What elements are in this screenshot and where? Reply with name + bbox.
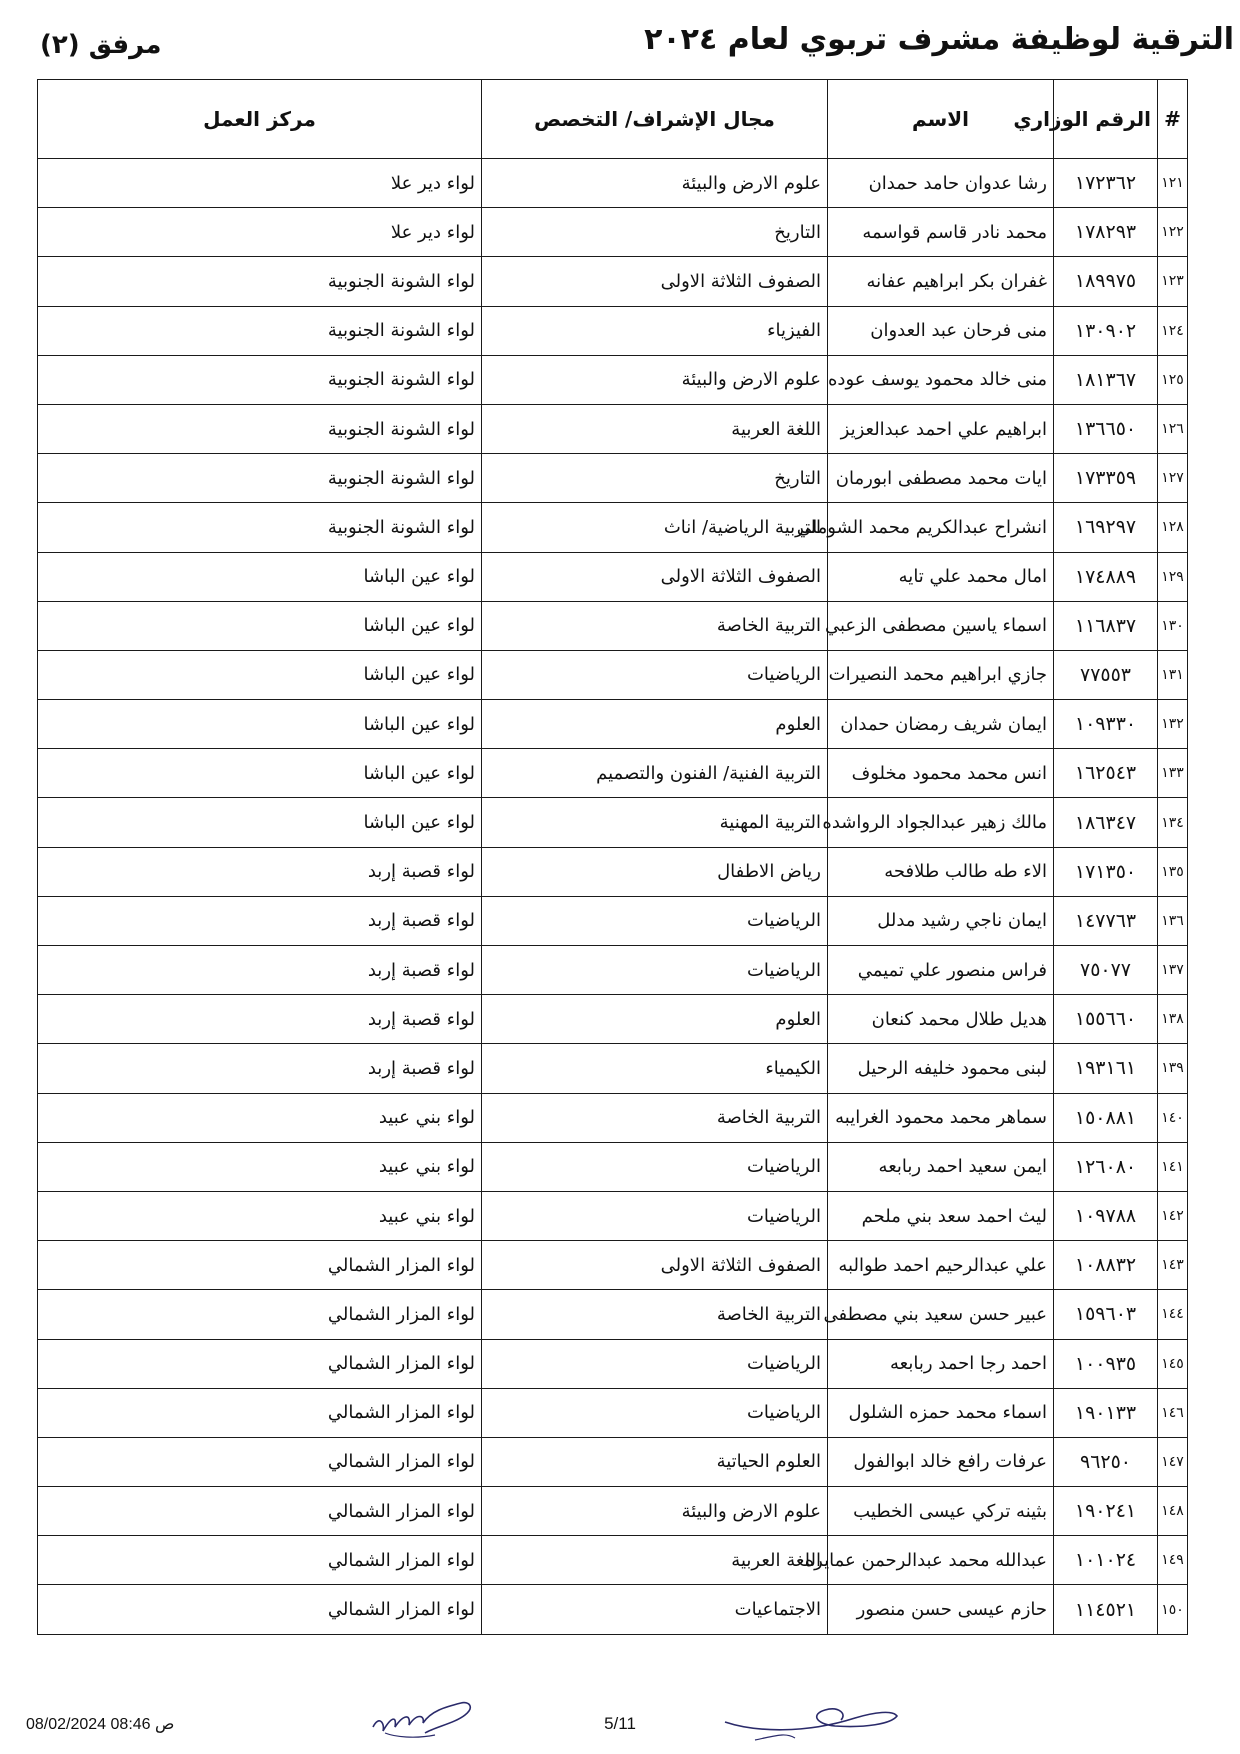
- employee-name: رشا عدوان حامد حمدان: [828, 159, 1054, 208]
- table-row: [38, 1142, 1188, 1191]
- employee-name: منى فرحان عبد العدوان: [828, 306, 1054, 355]
- employee-name: جازي ابراهيم محمد النصيرات: [828, 650, 1054, 699]
- table-row: [38, 1241, 1188, 1290]
- workplace: لواء المزار الشمالي: [38, 1388, 482, 1437]
- employee-name: بثينه تركي عيسى الخطيب: [828, 1487, 1054, 1536]
- ministry-id: ١٨٦٣٤٧: [1054, 798, 1158, 847]
- ministry-id: ١٥٠٨٨١: [1054, 1093, 1158, 1142]
- workplace: لواء بني عبيد: [38, 1191, 482, 1240]
- row-number: ١٣٤: [1158, 798, 1188, 847]
- table-row: [38, 995, 1188, 1044]
- ministry-id: ١٧٤٨٨٩: [1054, 552, 1158, 601]
- supervision-field: اللغة العربية: [482, 404, 828, 453]
- employee-name: اسماء ياسين مصطفى الزعبي: [828, 601, 1054, 650]
- table-row: [38, 1044, 1188, 1093]
- row-number: ١٢٤: [1158, 306, 1188, 355]
- workplace: لواء الشونة الجنوبية: [38, 404, 482, 453]
- supervision-field: التربية الرياضية/ اناث: [482, 503, 828, 552]
- table-row: [38, 1191, 1188, 1240]
- page-number: 5/11: [604, 1714, 636, 1733]
- workplace: لواء عين الباشا: [38, 749, 482, 798]
- row-number: ١٤٣: [1158, 1241, 1188, 1290]
- table-row: [38, 1536, 1188, 1585]
- page-title: الترقية لوظيفة مشرف تربوي لعام ٢٠٢٤: [644, 22, 1234, 57]
- column-header-field: مجال الإشراف/ التخصص: [482, 80, 828, 159]
- ministry-id: ١٥٩٦٠٣: [1054, 1290, 1158, 1339]
- supervision-field: رياض الاطفال: [482, 847, 828, 896]
- table-row: [38, 1290, 1188, 1339]
- employee-name: محمد نادر قاسم قواسمه: [828, 208, 1054, 257]
- supervision-field: التربية الخاصة: [482, 601, 828, 650]
- ministry-id: ١٢٦٠٨٠: [1054, 1142, 1158, 1191]
- supervisors-table: [37, 79, 1188, 1635]
- table-row: [38, 946, 1188, 995]
- row-number: ١٢٣: [1158, 257, 1188, 306]
- supervision-field: علوم الارض والبيئة: [482, 159, 828, 208]
- table-row: [38, 601, 1188, 650]
- ministry-id: ١٣٦٦٥٠: [1054, 404, 1158, 453]
- ministry-id: ١٠٠٩٣٥: [1054, 1339, 1158, 1388]
- supervision-field: الصفوف الثلاثة الاولى: [482, 552, 828, 601]
- timestamp: 08/02/2024 08:46 ص: [26, 1716, 175, 1733]
- ministry-id: ١٨١٣٦٧: [1054, 355, 1158, 404]
- supervision-field: التربية الخاصة: [482, 1290, 828, 1339]
- table-row: [38, 847, 1188, 896]
- row-number: ١٢١: [1158, 159, 1188, 208]
- table-row: [38, 1388, 1188, 1437]
- ministry-id: ١٧٢٣٦٢: [1054, 159, 1158, 208]
- workplace: لواء قصبة إربد: [38, 946, 482, 995]
- employee-name: ليث احمد سعد بني ملحم: [828, 1191, 1054, 1240]
- column-header-number: #: [1158, 80, 1188, 159]
- supervision-field: الصفوف الثلاثة الاولى: [482, 1241, 828, 1290]
- supervision-field: الرياضيات: [482, 896, 828, 945]
- signature-mark: [365, 1693, 485, 1743]
- table-row: [38, 257, 1188, 306]
- ministry-id: ١٠١٠٢٤: [1054, 1536, 1158, 1585]
- row-number: ١٣٦: [1158, 896, 1188, 945]
- workplace: لواء قصبة إربد: [38, 1044, 482, 1093]
- table-row: [38, 1487, 1188, 1536]
- workplace: لواء بني عبيد: [38, 1093, 482, 1142]
- workplace: لواء عين الباشا: [38, 552, 482, 601]
- workplace: لواء المزار الشمالي: [38, 1437, 482, 1486]
- table-row: [38, 503, 1188, 552]
- attachment-label: مرفق (٢): [40, 30, 162, 60]
- ministry-id: ٧٧٥٥٣: [1054, 650, 1158, 699]
- row-number: ١٣٥: [1158, 847, 1188, 896]
- employee-name: عبدالله محمد عبدالرحمن عمايره: [828, 1536, 1054, 1585]
- ministry-id: ١٠٩٣٣٠: [1054, 700, 1158, 749]
- supervision-field: علوم الارض والبيئة: [482, 355, 828, 404]
- row-number: ١٤٨: [1158, 1487, 1188, 1536]
- employee-name: امال محمد علي تايه: [828, 552, 1054, 601]
- supervision-field: التربية المهنية: [482, 798, 828, 847]
- row-number: ١٢٨: [1158, 503, 1188, 552]
- row-number: ١٣٢: [1158, 700, 1188, 749]
- row-number: ١٣٣: [1158, 749, 1188, 798]
- supervision-field: العلوم: [482, 995, 828, 1044]
- workplace: لواء قصبة إربد: [38, 896, 482, 945]
- workplace: لواء المزار الشمالي: [38, 1536, 482, 1585]
- employee-name: انس محمد محمود مخلوف: [828, 749, 1054, 798]
- ministry-id: ١٦٩٢٩٧: [1054, 503, 1158, 552]
- employee-name: ابراهيم علي احمد عبدالعزيز: [828, 404, 1054, 453]
- ministry-id: ١٧٨٢٩٣: [1054, 208, 1158, 257]
- ministry-id: ١٠٨٨٣٢: [1054, 1241, 1158, 1290]
- row-number: ١٢٦: [1158, 404, 1188, 453]
- supervision-field: الاجتماعيات: [482, 1585, 828, 1634]
- workplace: لواء عين الباشا: [38, 700, 482, 749]
- workplace: لواء قصبة إربد: [38, 995, 482, 1044]
- employee-name: منى خالد محمود يوسف عوده: [828, 355, 1054, 404]
- workplace: لواء المزار الشمالي: [38, 1241, 482, 1290]
- employee-name: حازم عيسى حسن منصور: [828, 1585, 1054, 1634]
- table-header: [38, 80, 1188, 159]
- supervision-field: التاريخ: [482, 454, 828, 503]
- table-row: [38, 208, 1188, 257]
- ministry-id: ١٩٣١٦١: [1054, 1044, 1158, 1093]
- workplace: لواء عين الباشا: [38, 798, 482, 847]
- row-number: ١٣٨: [1158, 995, 1188, 1044]
- supervision-field: العلوم: [482, 700, 828, 749]
- table-row: [38, 355, 1188, 404]
- row-number: ١٤٧: [1158, 1437, 1188, 1486]
- supervision-field: التربية الخاصة: [482, 1093, 828, 1142]
- ministry-id: ١١٤٥٢١: [1054, 1585, 1158, 1634]
- table-row: [38, 1585, 1188, 1634]
- row-number: ١٤٩: [1158, 1536, 1188, 1585]
- employee-name: ايمن سعيد احمد ربابعه: [828, 1142, 1054, 1191]
- table-row: [38, 749, 1188, 798]
- employee-name: الاء طه طالب طلافحه: [828, 847, 1054, 896]
- column-header-name: الاسم: [828, 80, 1054, 159]
- table-row: [38, 1093, 1188, 1142]
- row-number: ١٤٤: [1158, 1290, 1188, 1339]
- employee-name: مالك زهير عبدالجواد الرواشده: [828, 798, 1054, 847]
- supervision-field: الرياضيات: [482, 1388, 828, 1437]
- table-row: [38, 798, 1188, 847]
- employee-name: فراس منصور علي تميمي: [828, 946, 1054, 995]
- workplace: لواء بني عبيد: [38, 1142, 482, 1191]
- table-row: [38, 1437, 1188, 1486]
- supervision-field: العلوم الحياتية: [482, 1437, 828, 1486]
- ministry-id: ١٨٩٩٧٥: [1054, 257, 1158, 306]
- table-row: [38, 552, 1188, 601]
- supervision-field: علوم الارض والبيئة: [482, 1487, 828, 1536]
- workplace: لواء المزار الشمالي: [38, 1339, 482, 1388]
- row-number: ١٤٢: [1158, 1191, 1188, 1240]
- ministry-id: ١٤٧٧٦٣: [1054, 896, 1158, 945]
- ministry-id: ١٠٩٧٨٨: [1054, 1191, 1158, 1240]
- supervision-field: الرياضيات: [482, 1142, 828, 1191]
- workplace: لواء الشونة الجنوبية: [38, 306, 482, 355]
- workplace: لواء دير علا: [38, 208, 482, 257]
- employee-name: لبنى محمود خليفه الرحيل: [828, 1044, 1054, 1093]
- employee-name: علي عبدالرحيم احمد طوالبه: [828, 1241, 1054, 1290]
- workplace: لواء قصبة إربد: [38, 847, 482, 896]
- workplace: لواء الشونة الجنوبية: [38, 454, 482, 503]
- supervision-field: التربية الفنية/ الفنون والتصميم: [482, 749, 828, 798]
- ministry-id: ٩٦٢٥٠: [1054, 1437, 1158, 1486]
- row-number: ١٤٦: [1158, 1388, 1188, 1437]
- column-header-workplace: مركز العمل: [38, 80, 482, 159]
- row-number: ١٤١: [1158, 1142, 1188, 1191]
- supervision-field: اللغة العربية: [482, 1536, 828, 1585]
- supervision-field: الفيزياء: [482, 306, 828, 355]
- workplace: لواء الشونة الجنوبية: [38, 257, 482, 306]
- workplace: لواء الشونة الجنوبية: [38, 355, 482, 404]
- ministry-id: ٧٥٠٧٧: [1054, 946, 1158, 995]
- workplace: لواء الشونة الجنوبية: [38, 503, 482, 552]
- employee-name: سماهر محمد محمود الغرايبه: [828, 1093, 1054, 1142]
- ministry-id: ١٧٣٣٥٩: [1054, 454, 1158, 503]
- employee-name: هديل طلال محمد كنعان: [828, 995, 1054, 1044]
- workplace: لواء عين الباشا: [38, 650, 482, 699]
- employee-name: ايات محمد مصطفى ابورمان: [828, 454, 1054, 503]
- supervision-field: الرياضيات: [482, 650, 828, 699]
- ministry-id: ١٥٥٦٦٠: [1054, 995, 1158, 1044]
- supervision-field: التاريخ: [482, 208, 828, 257]
- row-number: ١٥٠: [1158, 1585, 1188, 1634]
- row-number: ١٣١: [1158, 650, 1188, 699]
- employee-name: عبير حسن سعيد بني مصطفى: [828, 1290, 1054, 1339]
- ministry-id: ١٧١٣٥٠: [1054, 847, 1158, 896]
- employee-name: اسماء محمد حمزه الشلول: [828, 1388, 1054, 1437]
- ministry-id: ١٦٢٥٤٣: [1054, 749, 1158, 798]
- table-body: [38, 159, 1188, 1635]
- table-row: [38, 404, 1188, 453]
- table-row: [38, 1339, 1188, 1388]
- supervision-field: الكيمياء: [482, 1044, 828, 1093]
- workplace: لواء المزار الشمالي: [38, 1487, 482, 1536]
- supervision-field: الرياضيات: [482, 1339, 828, 1388]
- ministry-id: ١١٦٨٣٧: [1054, 601, 1158, 650]
- ministry-id: ١٩٠٢٤١: [1054, 1487, 1158, 1536]
- row-number: ١٣٩: [1158, 1044, 1188, 1093]
- workplace: لواء عين الباشا: [38, 601, 482, 650]
- row-number: ١٣٠: [1158, 601, 1188, 650]
- row-number: ١٢٩: [1158, 552, 1188, 601]
- table-row: [38, 454, 1188, 503]
- row-number: ١٢٥: [1158, 355, 1188, 404]
- supervision-field: الرياضيات: [482, 1191, 828, 1240]
- supervision-field: الصفوف الثلاثة الاولى: [482, 257, 828, 306]
- row-number: ١٢٧: [1158, 454, 1188, 503]
- workplace: لواء دير علا: [38, 159, 482, 208]
- workplace: لواء المزار الشمالي: [38, 1585, 482, 1634]
- employee-name: احمد رجا احمد ربابعه: [828, 1339, 1054, 1388]
- workplace: لواء المزار الشمالي: [38, 1290, 482, 1339]
- supervision-field: الرياضيات: [482, 946, 828, 995]
- employee-name: ايمان ناجي رشيد مدلل: [828, 896, 1054, 945]
- table-row: [38, 159, 1188, 208]
- row-number: ١٤٥: [1158, 1339, 1188, 1388]
- row-number: ١٣٧: [1158, 946, 1188, 995]
- table-row: [38, 896, 1188, 945]
- column-header-ministry-id: الرقم الوزاري: [1054, 80, 1158, 159]
- signature-mark: [715, 1688, 905, 1748]
- employee-name: غفران بكر ابراهيم عفانه: [828, 257, 1054, 306]
- table-row: [38, 700, 1188, 749]
- row-number: ١٢٢: [1158, 208, 1188, 257]
- employee-name: انشراح عبدالكريم محمد الشوملي: [828, 503, 1054, 552]
- employee-name: ايمان شريف رمضان حمدان: [828, 700, 1054, 749]
- employee-name: عرفات رافع خالد ابوالفول: [828, 1437, 1054, 1486]
- ministry-id: ١٩٠١٣٣: [1054, 1388, 1158, 1437]
- table-row: [38, 306, 1188, 355]
- ministry-id: ١٣٠٩٠٢: [1054, 306, 1158, 355]
- table-row: [38, 650, 1188, 699]
- row-number: ١٤٠: [1158, 1093, 1188, 1142]
